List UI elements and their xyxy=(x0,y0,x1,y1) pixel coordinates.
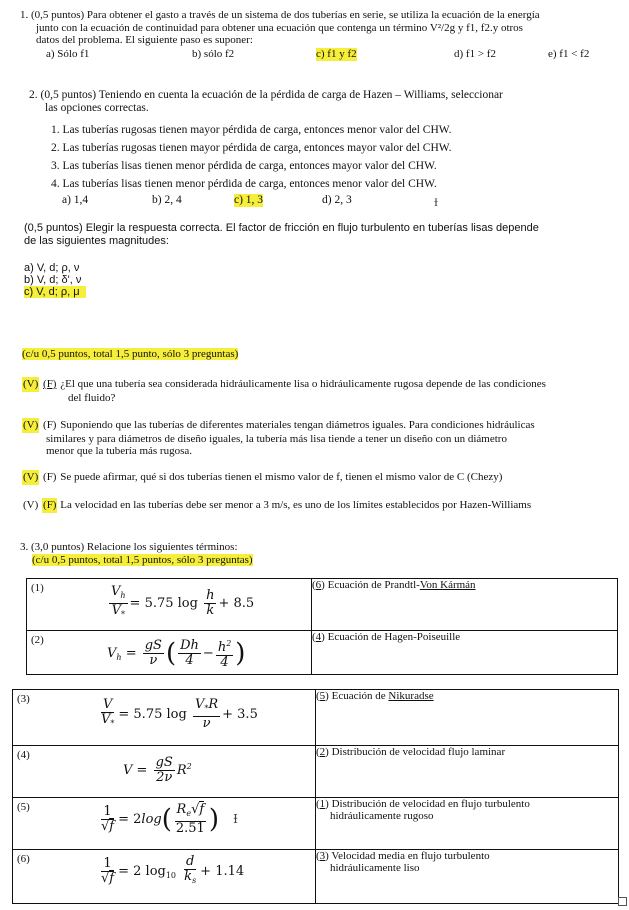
q1-option-b[interactable]: b) sólo f2 xyxy=(192,48,235,60)
row-4-number: (4) xyxy=(17,749,30,761)
tf2-false[interactable]: (F) xyxy=(43,419,57,431)
tf-header: (c/u 0,5 puntos, total 1,5 punto, sólo 3 preguntas) xyxy=(22,348,239,360)
q3-option-c[interactable]: c) V, d; ρ, μ xyxy=(24,286,86,298)
q4-header xyxy=(20,541,253,566)
tf1-true[interactable]: (V) xyxy=(23,378,39,390)
q2-option-d[interactable]: d) 2, 3 xyxy=(322,194,352,206)
match-table-2 xyxy=(12,689,619,904)
row-6-desc: (3) Velocidad media en flujo turbulento hidráulicamente liso xyxy=(316,850,619,904)
tf2-text-2: similares y para diámetros de diseño iguales, la tubería más lisa tiende a tener un diseño con un diámetro xyxy=(46,432,507,445)
match-row-4 xyxy=(13,746,619,798)
q4-title: 3. (3,0 puntos) Relacione los siguientes términos: xyxy=(20,541,238,553)
row-3-number: (3) xyxy=(17,693,30,705)
match-row-6 xyxy=(13,850,619,904)
tf-item-2 xyxy=(22,418,626,458)
row-3-desc: (5) Ecuación de Nikuradse xyxy=(316,690,619,746)
q2-item-4: 4. Las tuberías lisas tienen menor pérdida de carga, entonces menor valor del CHW. xyxy=(51,178,437,190)
question-1 xyxy=(20,9,620,47)
q1-option-d[interactable]: d) f1 > f2 xyxy=(454,48,496,60)
q2-line-1: 2. (0,5 puntos) Teniendo en cuenta la ecuación de la pérdida de carga de Hazen – Williams, seleccionar xyxy=(29,89,503,101)
formula-laminar-velocity: V = $\frac{gS}{2\nu}$ $R^2$ xyxy=(123,755,192,785)
question-2 xyxy=(29,89,624,193)
formula-nikuradse: $\frac{V}{V_*}$ = 5.75 log $\frac{V_*R}{\nu}$ + 3.5 xyxy=(101,697,258,731)
match-row-2 xyxy=(27,631,618,675)
tf3-true[interactable]: (V) xyxy=(23,471,39,483)
q1-line-1: 1. (0,5 puntos) Para obtener el gasto a través de un sistema de dos tuberías en serie, se utiliza la ecuación de la energía xyxy=(20,9,540,21)
text-cursor-icon: Ɨ xyxy=(434,195,438,209)
q3-line-2: de las siguientes magnitudes: xyxy=(24,234,169,247)
row-2-number: (2) xyxy=(31,634,44,646)
row-5-desc: (1) Distribución de velocidad en flujo turbulento hidráulicamente rugoso xyxy=(316,798,619,850)
row-2-desc: (4) Ecuación de Hagen-Poiseuille xyxy=(312,631,618,675)
tf1-false[interactable]: (F) xyxy=(43,378,57,390)
row-5-number: (5) xyxy=(17,801,30,813)
q2-line-2: las opciones correctas. xyxy=(45,102,149,114)
formula-prandtl-rough: $\frac{V_h}{V_*}$ = 5.75 log $\frac{h}{k}$ + 8.5 xyxy=(111,584,255,619)
row-3-answer[interactable]: 5 xyxy=(319,690,326,702)
q2-option-a[interactable]: a) 1,4 xyxy=(62,194,89,206)
tf-item-3 xyxy=(22,470,622,485)
row-6-answer[interactable]: 3 xyxy=(319,850,326,862)
row-5-answer[interactable]: 1 xyxy=(319,798,326,810)
q3-options xyxy=(24,262,86,298)
q2-item-2: 2. Las tuberías rugosas tienen mayor pérdida de carga, entonces mayor valor del CHW. xyxy=(51,142,452,154)
tf1-text-2: del fluido? xyxy=(68,391,116,404)
q1-line-3: datos del problema. El siguiente paso es suponer: xyxy=(36,34,253,46)
q3-option-b[interactable]: b) V, d; δ', ν xyxy=(24,274,82,286)
q2-item-3: 3. Las tuberías lisas tienen menor pérdida de carga, entonces mayor valor del CHW. xyxy=(51,160,437,172)
match-row-1 xyxy=(27,579,618,631)
tf-item-1 xyxy=(22,377,622,404)
resize-handle-icon[interactable] xyxy=(618,897,627,906)
q1-line-2: junto con la ecuación de continuidad para obtener una ecuación que contenga un término V²/2g y f1, f2.y otros xyxy=(36,21,523,34)
row-4-answer[interactable]: 2 xyxy=(319,746,326,758)
tf-item-4 xyxy=(22,498,622,513)
row-1-desc: (6) Ecuación de Prandtl-Von Kármán xyxy=(312,579,618,631)
row-4-desc: (2) Distribución de velocidad flujo laminar xyxy=(316,746,619,798)
tf4-false[interactable]: (F) xyxy=(43,499,57,511)
row-2-answer[interactable]: 4 xyxy=(315,631,322,643)
q2-option-b[interactable]: b) 2, 4 xyxy=(152,194,182,206)
tf3-false[interactable]: (F) xyxy=(43,471,57,483)
q4-subtitle: (c/u 0,5 puntos, total 1,5 puntos, sólo 3 preguntas) xyxy=(32,553,253,566)
q1-option-a[interactable]: a) Sólo f1 xyxy=(46,48,90,60)
question-3 xyxy=(24,222,624,247)
tf3-text: Se puede afirmar, qué si dos tuberías tienen el mismo valor de f, tienen el mismo valor de C (Chezy) xyxy=(60,471,503,483)
match-row-3 xyxy=(13,690,619,746)
tf4-true[interactable]: (V) xyxy=(23,499,39,511)
q3-option-a[interactable]: a) V, d; ρ, ν xyxy=(24,262,80,274)
match-row-5 xyxy=(13,798,619,850)
row-6-number: (6) xyxy=(17,853,30,865)
tf2-text-3: menor que la tubería más rugosa. xyxy=(46,445,193,457)
tf1-text: ¿El que una tubería sea considerada hidráulicamente lisa o hidráulicamente rugosa depende de las condiciones xyxy=(60,378,546,390)
formula-hagen-poiseuille: $V_h$ = $\frac{gS}{\nu}$ ( $\frac{Dh}{4}$ − $\frac{h^2}{4}$ ) xyxy=(107,638,246,670)
tf4-text: La velocidad en las tuberías debe ser menor a 3 m/s, es uno de los límites establecidos por Hazen-Williams xyxy=(60,499,532,511)
cut-text-fragment xyxy=(24,300,134,304)
tf2-text: Suponiendo que las tuberías de diferentes materiales tengan diámetros iguales. Para condiciones hidráulicas xyxy=(60,419,535,431)
q2-items xyxy=(29,121,624,193)
match-table-1 xyxy=(26,578,618,675)
formula-colebrook: $\frac{1}{√f}$ = 2log( $\frac{R_e√f}{2.51}$ ) Ɨ xyxy=(101,802,238,836)
q3-line-1: (0,5 puntos) Elegir la respuesta correcta. El factor de fricción en flujo turbulento en tuberías lisas depende xyxy=(24,222,539,234)
q1-option-e[interactable]: e) f1 < f2 xyxy=(548,48,590,60)
q2-options xyxy=(0,194,629,208)
formula-rough-friction: $\frac{1}{√f}$ = 2 $\log_{10}$ $\frac{d}{k_s}$ + 1.14 xyxy=(101,854,245,886)
row-1-number: (1) xyxy=(31,582,44,594)
q1-options xyxy=(0,48,629,62)
q1-option-c[interactable]: c) f1 y f2 xyxy=(316,48,357,60)
tf2-true[interactable]: (V) xyxy=(23,419,39,431)
row-1-answer[interactable]: 6 xyxy=(315,579,322,591)
q2-item-1: 1. Las tuberías rugosas tienen mayor pérdida de carga, entonces menor valor del CHW. xyxy=(51,124,452,136)
q2-option-c[interactable]: c) 1, 3 xyxy=(234,194,264,206)
